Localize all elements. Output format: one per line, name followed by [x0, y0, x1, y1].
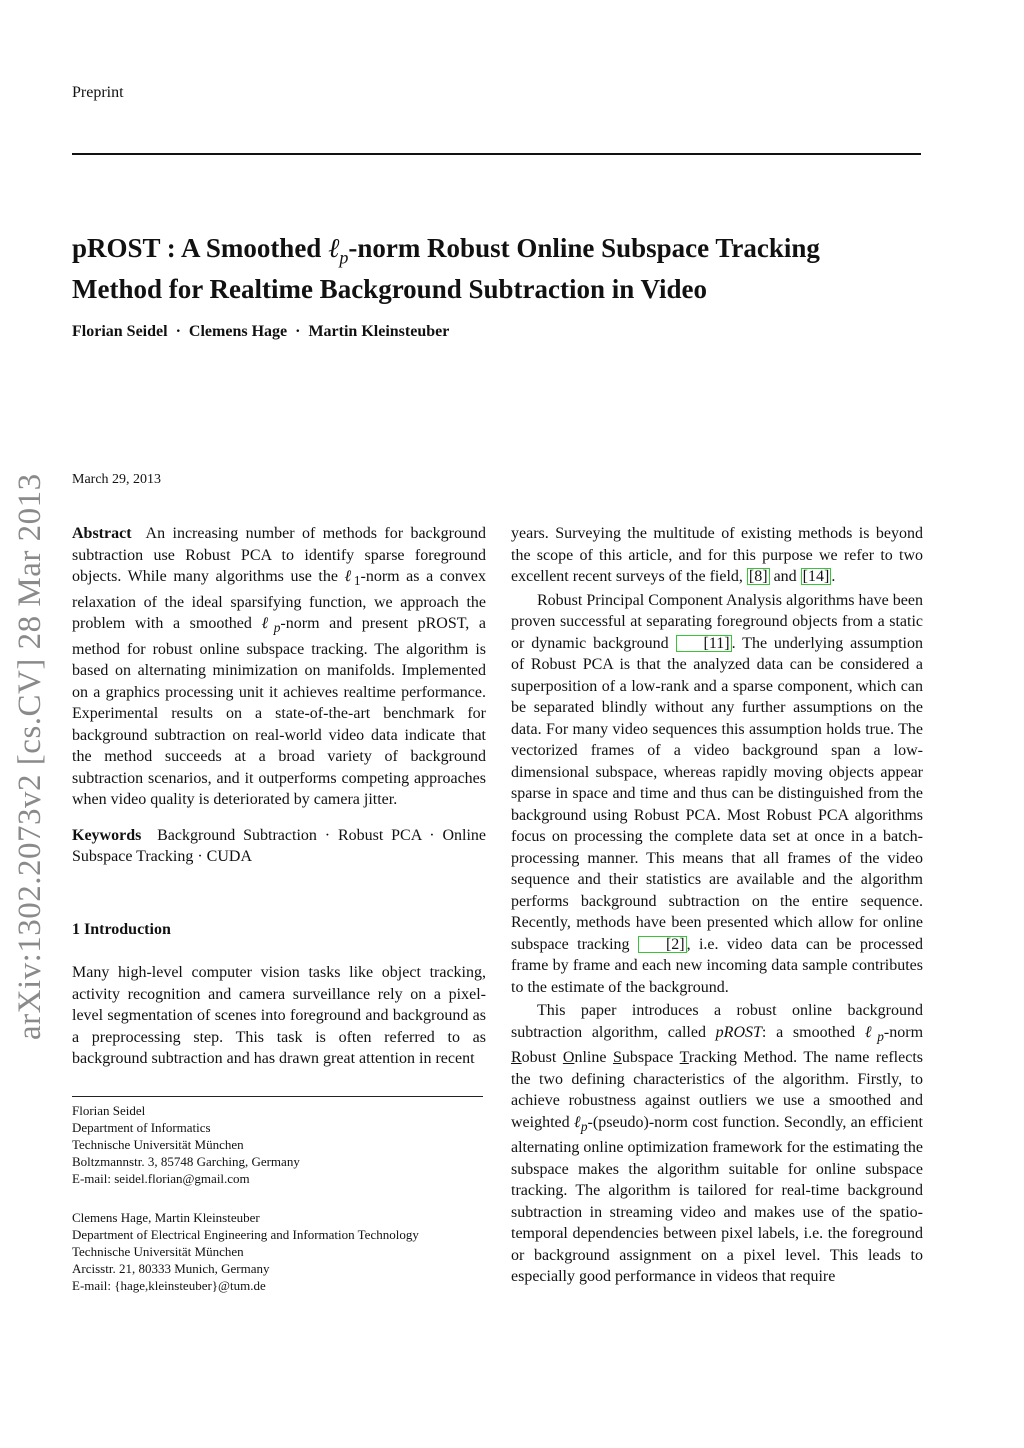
keywords-text: Background Subtraction · Robust PCA · Online Subspace Tracking · CUDA: [72, 826, 486, 866]
affiliation-line: Technische Universität München: [72, 1244, 244, 1259]
p3-obust: obust: [521, 1049, 563, 1067]
p3-S: S: [612, 1049, 622, 1067]
abstract-ell1-sub: 1: [353, 573, 361, 589]
abstract-label: Abstract: [72, 525, 132, 542]
author-separator: ·: [175, 323, 181, 340]
abstract-ellp: ℓ: [261, 615, 274, 633]
title-line2: Method for Realtime Background Subtraction in Video: [72, 274, 708, 305]
p3-racking: racking Method. The name reflects the two defining characteristics of the algorithm. Firstly, to achieve robustness against outliers we use a smoothed and weighted: [511, 1049, 923, 1131]
p3-T: T: [679, 1049, 689, 1067]
keywords-label: Keywords: [72, 826, 142, 844]
affiliation-line: Arcisstr. 21, 80333 Munich, Germany: [72, 1261, 270, 1276]
p2-text-a: Robust Principal Component Analysis algorithms have been proven successful at separating foreground objects from a static or dynamic background: [511, 591, 923, 652]
right-paragraph-2: [511, 590, 923, 999]
citation-link-2[interactable]: [2]: [638, 936, 687, 953]
paper-date: March 29, 2013: [72, 472, 162, 487]
p3-ell: ℓ: [864, 1023, 878, 1041]
abstract-text-c: -norm and present pROST, a method for robust online subspace tracking. The algorithm is based on alternating minimization on manifolds. Implemented on a graphics processing unit it achieves realtime performance. Experimental results on a state-of-the-art benchmark for background subtraction on real-world video data indicate that the method succeeds at a broad variety of background subtraction scenarios, and it outperforms competing approaches when video quality is deteriorated by camera jitter.: [72, 615, 486, 809]
abstract: [72, 523, 486, 811]
p3-nline: nline: [574, 1049, 613, 1067]
author: Clemens Hage: [188, 323, 288, 340]
p3-ell-sub: p: [877, 1028, 884, 1044]
author: Florian Seidel: [72, 323, 168, 340]
affiliation-line: E-mail: seidel.florian@gmail.com: [72, 1171, 250, 1186]
p1-text-a: years. Surveying the multitude of existing methods is beyond the scope of this article, and for this purpose we refer to two excellent recent surveys of the field,: [511, 525, 923, 585]
p2-text-c: , i.e. video data can be processed frame by frame and each new incoming data sample contributes to the estimate of the background.: [511, 935, 923, 996]
title-ell: ℓ: [328, 233, 340, 263]
author-separator: ·: [295, 323, 301, 340]
p1-end: .: [831, 568, 836, 585]
p3-ell2-sub: p: [580, 1118, 588, 1134]
footnote-rule: [72, 1096, 483, 1097]
affiliation-line: E-mail: {hage,kleinsteuber}@tum.de: [72, 1278, 266, 1293]
affiliation-line: Boltzmannstr. 3, 85748 Garching, Germany: [72, 1154, 300, 1169]
right-column: [511, 523, 923, 1288]
p3-O: O: [562, 1049, 575, 1067]
affiliation-line: Department of Electrical Engineering and Information Technology: [72, 1227, 419, 1242]
abstract-text-b: -norm as a convex relaxation of the ideal sparsifying function, we approach the problem with a smoothed: [72, 568, 486, 633]
p1-and: and: [769, 568, 801, 585]
p3-ell2: ℓ: [573, 1113, 581, 1131]
right-paragraph-1: [511, 523, 923, 588]
citation-link-14[interactable]: [14]: [802, 568, 830, 585]
p3-text-b: : a smoothed: [761, 1023, 865, 1041]
affiliation-line: Clemens Hage, Martin Kleinsteuber: [72, 1210, 260, 1225]
p3-text-c: -norm: [883, 1023, 924, 1041]
section-heading-introduction: 1 Introduction: [72, 920, 171, 938]
author-list: [72, 323, 449, 341]
title-part1: pROST : A Smoothed: [72, 233, 329, 263]
citation-link-11[interactable]: [11]: [676, 635, 732, 652]
left-column: [72, 523, 486, 1070]
right-paragraph-3: [511, 1000, 923, 1288]
keywords: [72, 825, 486, 868]
intro-paragraph: Many high-level computer vision tasks like object tracking, activity recognition and camera surveillance rely on a pixel-level segmentation of scenes into foreground and background as a preprocessing step. This task is often referred to as background subtraction and has drawn great attention in recent: [72, 964, 486, 1068]
affiliation-block: [72, 1209, 419, 1294]
p3-ubspace: ubspace: [621, 1049, 680, 1067]
header-rule: [72, 153, 921, 155]
citation-link-8[interactable]: [8]: [748, 568, 768, 585]
abstract-ellp-sub: p: [273, 620, 281, 636]
abstract-text-a: An increasing number of methods for background subtraction use Robust PCA to identify sparse foreground objects. While many algorithms use the: [72, 525, 486, 585]
title-sub: p: [339, 247, 349, 268]
affiliation-line: Florian Seidel: [72, 1103, 146, 1118]
p3-text-d: -(pseudo)-norm cost function. Secondly, an efficient alternating online optimization framework for the estimating the subspace makes the algorithm suitable for online subspace tracking. The algorithm is tailored for real-time background subtraction in streaming video and makes use of the spatio-temporal dependencies between pixel labels, i.e. the foreground or background assignment on a pixel level. This leads to especially good performance in videos that require: [511, 1113, 923, 1286]
abstract-ell1: ℓ: [344, 568, 354, 585]
arxiv-sidebar-id: arXiv:1302.2073v2 [cs.CV] 28 Mar 2013: [12, 473, 48, 1040]
affiliation-block: [72, 1102, 300, 1187]
paper-title: [72, 232, 932, 305]
p3-name: pROST: [715, 1023, 762, 1041]
p2-text-b: . The underlying assumption of Robust PCA is that the analyzed data can be considered a superposition of a low-rank and a sparse component, which can be separated blindly without any further assumptions on the data. For many video sequences this assumption holds true. The vectorized frames of a video background span a low-dimensional subspace, whereas rapidly moving objects appear sparse in space and time and thus can be distinguished from the background using Robust PCA. Most Robust PCA algorithms focus on processing the complete data set at once in a batch-processing manner. This means that all frames of the video sequence and their statistics are available and the algorithm performs background subtraction on the entire sequence. Recently, methods have been presented which allow for online subspace tracking: [511, 634, 924, 953]
affiliation-line: Department of Informatics: [72, 1120, 211, 1135]
title-part2: -norm Robust Online Subspace Tracking: [348, 233, 820, 263]
p3-text-a: This paper introduces a robust online background subtraction algorithm, called: [511, 1002, 923, 1041]
affiliation-line: Technische Universität München: [72, 1137, 244, 1152]
author: Martin Kleinsteuber: [308, 323, 450, 340]
p3-R: R: [511, 1049, 522, 1067]
header-label: Preprint: [72, 84, 124, 101]
